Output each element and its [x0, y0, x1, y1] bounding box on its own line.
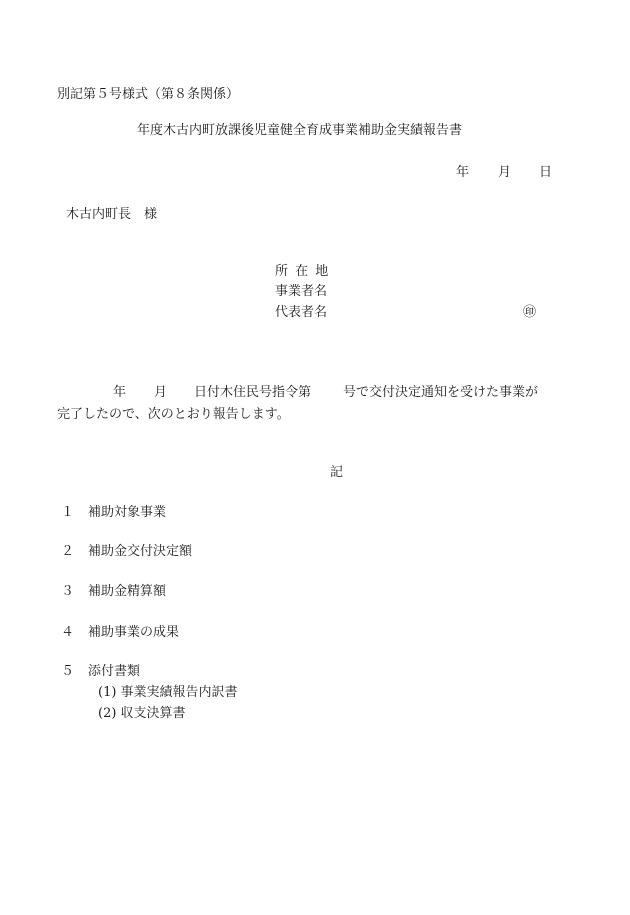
ki-heading: 記 — [330, 465, 344, 480]
item-label: 補助金精算額 — [88, 584, 167, 599]
addressee: 木古内町長 様 — [66, 207, 158, 222]
seal-mark: ㊞ — [523, 305, 537, 320]
attachment-sub-item: (2) 収支決算書 — [98, 706, 186, 721]
address-label: 所在地 — [275, 264, 336, 279]
item-number: ３ — [61, 584, 75, 599]
date-day-label: 日 — [539, 165, 553, 180]
item-label: 添付書類 — [88, 664, 141, 679]
document-title: 年度木古内町放課後児童健全育成事業補助金実績報告書 — [137, 123, 463, 138]
attachment-sub-item: (1) 事業実績報告内訳書 — [98, 685, 238, 700]
item-number: ４ — [61, 625, 75, 640]
item-label: 補助対象事業 — [88, 505, 167, 520]
date-year-label: 年 — [456, 165, 470, 180]
body-date-reference: 日付木住民号指令第 — [194, 385, 312, 400]
body-text-line2: 完了したので、次のとおり報告します。 — [57, 407, 290, 422]
business-name-label: 事業者名 — [275, 284, 328, 299]
body-month-label: 月 — [154, 385, 168, 400]
date-month-label: 月 — [498, 165, 512, 180]
body-year-label: 年 — [113, 385, 127, 400]
body-text-line1: 号で交付決定通知を受けた事業が — [343, 385, 539, 400]
item-label: 補助金交付決定額 — [88, 544, 193, 559]
form-number-label: 別記第５号様式（第８条関係） — [57, 87, 240, 102]
item-label: 補助事業の成果 — [88, 625, 180, 640]
item-number: １ — [61, 505, 75, 520]
item-number: ５ — [61, 664, 75, 679]
item-number: ２ — [61, 544, 75, 559]
representative-label: 代表者名 — [275, 305, 328, 320]
